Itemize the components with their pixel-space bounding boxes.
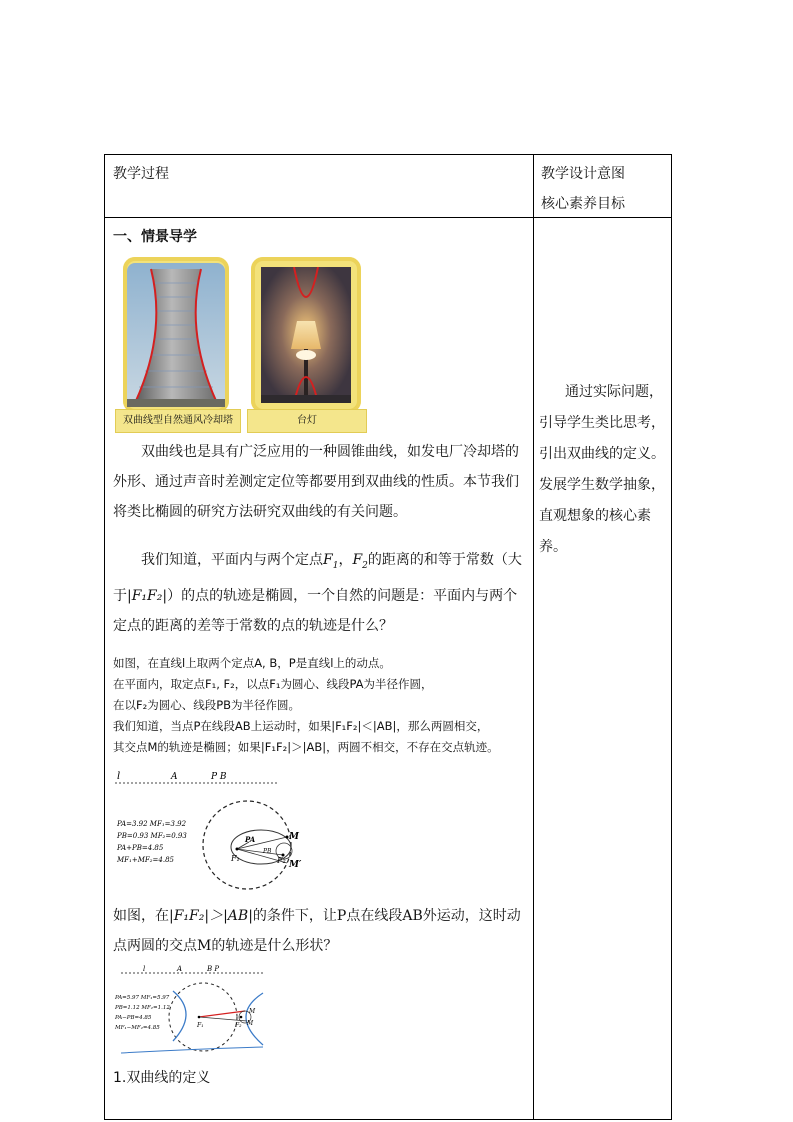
construction-line-2: 在平面内，取定点F₁, F₂，以点F₁为圆心、线段PA为半径作圆，	[113, 677, 433, 691]
question-post: 的条件下，让P点在线段AB外运动，这时动点两圆的交点M的轨迹是什么形状？	[113, 908, 521, 954]
readout2-3: PA−PB=4.85	[115, 1015, 152, 1021]
intent-line-5: 直观想象的核心素	[539, 508, 651, 524]
intent-line-3: 引出双曲线的定义。	[539, 446, 665, 462]
point-label-pb: P B	[211, 772, 227, 782]
question-paragraph	[113, 901, 529, 961]
question-condition: |F₁F₂|＞|AB|	[169, 908, 253, 924]
line2-label-l: l	[143, 965, 146, 973]
readout-3: PA+PB=4.85	[117, 844, 164, 852]
section-title: 一、情景导学	[113, 229, 197, 245]
recall-text-c: ）的点的轨迹是椭圆，一个自然的问题是：平面内与两个定点的距离的差等于常数的点的轨迹是什么？	[113, 587, 518, 634]
header-design-intent: 教学设计意图	[541, 166, 625, 182]
ellipse-recall-paragraph: 我们知道，平面内与两个定点$F_1$，$F_2$的距离的和等于常数（大于|F₁F₂|）的点的轨迹是椭圆，一个自然的问题是：平面内与两个定点的距离的差等于常数的点的轨迹是什么？	[113, 552, 522, 634]
readout2-4: MF₁−MF₂=4.85	[115, 1025, 160, 1031]
intent-line-2: 引导学生类比思考，	[539, 415, 665, 431]
readout2-2: PB=1.12 MF₂=1.12	[115, 1005, 170, 1011]
intent-line-6: 养。	[539, 539, 567, 555]
design-intent-text	[539, 377, 669, 563]
definition-heading: 1.双曲线的定义	[113, 1070, 211, 1086]
readout-4: MF₁+MF₂=4.85	[117, 856, 174, 864]
line-label-l: l	[117, 771, 121, 782]
label-m-prime: M′	[289, 860, 302, 870]
intent-line-4: 发展学生数学抽象，	[539, 477, 665, 493]
label-pb: PB	[263, 848, 272, 855]
label2-m-lower: M	[247, 1020, 254, 1027]
abs-f1f2: |F₁F₂|	[127, 587, 168, 604]
desk-lamp-frame	[251, 257, 361, 413]
line2-label-bp: B P	[207, 965, 220, 973]
intro-text: 双曲线也是具有广泛应用的一种圆锥曲线，如发电厂冷却塔的外形、通过声音时差测定定位等都要用到双曲线的性质。本节我们将类比椭圆的研究方法研究双曲线的有关问题。	[113, 444, 519, 520]
ellipse-figure	[113, 767, 413, 897]
construction-line-3: 在以F₂为圆心、线段PB为半径作圆。	[113, 698, 301, 712]
label-m: M	[289, 832, 299, 842]
cooling-tower-photo-icon	[127, 263, 225, 407]
lesson-table	[104, 154, 672, 1120]
question-pre: 如图，在	[113, 908, 169, 924]
cooling-tower-frame	[123, 257, 229, 413]
label2-f2: F₂	[235, 1022, 242, 1029]
label-f2: F₂	[277, 856, 286, 865]
recall-text-a: 我们知道，平面内与两个定点	[141, 552, 323, 568]
hyperbola-figure	[113, 965, 413, 1057]
f2-symbol: $F_2$	[352, 552, 368, 571]
f1-symbol: $F_1$	[323, 552, 339, 571]
label2-m: M	[249, 1008, 256, 1015]
label-f1: F₁	[231, 854, 240, 863]
header-divider	[105, 217, 671, 218]
construction-line-1: 如图，在直线l上取两个定点A, B，P是直线l上的动点。	[113, 656, 391, 670]
point-label-a: A	[171, 772, 178, 782]
readout2-1: PA=5.97 MF₁=5.97	[115, 995, 170, 1001]
header-core-literacy: 核心素养目标	[541, 196, 625, 212]
header-teaching-process: 教学过程	[113, 166, 169, 182]
construction-line-5: 其交点M的轨迹是椭圆；如果|F₁F₂|＞|AB|，两圆不相交，不存在交点轨迹。	[113, 740, 499, 754]
intent-line-1: 通过实际问题，	[565, 384, 663, 400]
cooling-tower-caption: 双曲线型自然通风冷却塔	[115, 409, 241, 433]
column-divider	[533, 155, 534, 1119]
construction-line-4: 我们知道，当点P在线段AB上运动时，如果|F₁F₂|＜|AB|，那么两圆相交，	[113, 719, 489, 733]
intro-paragraph	[113, 437, 529, 527]
readout-1: PA=3.92 MF₁=3.92	[117, 820, 187, 828]
desk-lamp-photo-icon	[261, 267, 351, 403]
label-pa: PA	[245, 835, 256, 844]
desk-lamp-caption: 台灯	[247, 409, 367, 433]
line2-label-a: A	[177, 965, 183, 973]
label2-f1: F₁	[197, 1022, 204, 1029]
readout-2: PB=0.93 MF₂=0.93	[117, 832, 187, 840]
construction-text	[113, 653, 529, 758]
recall-text-b: 的距离的和等于常数（大于	[113, 552, 522, 604]
